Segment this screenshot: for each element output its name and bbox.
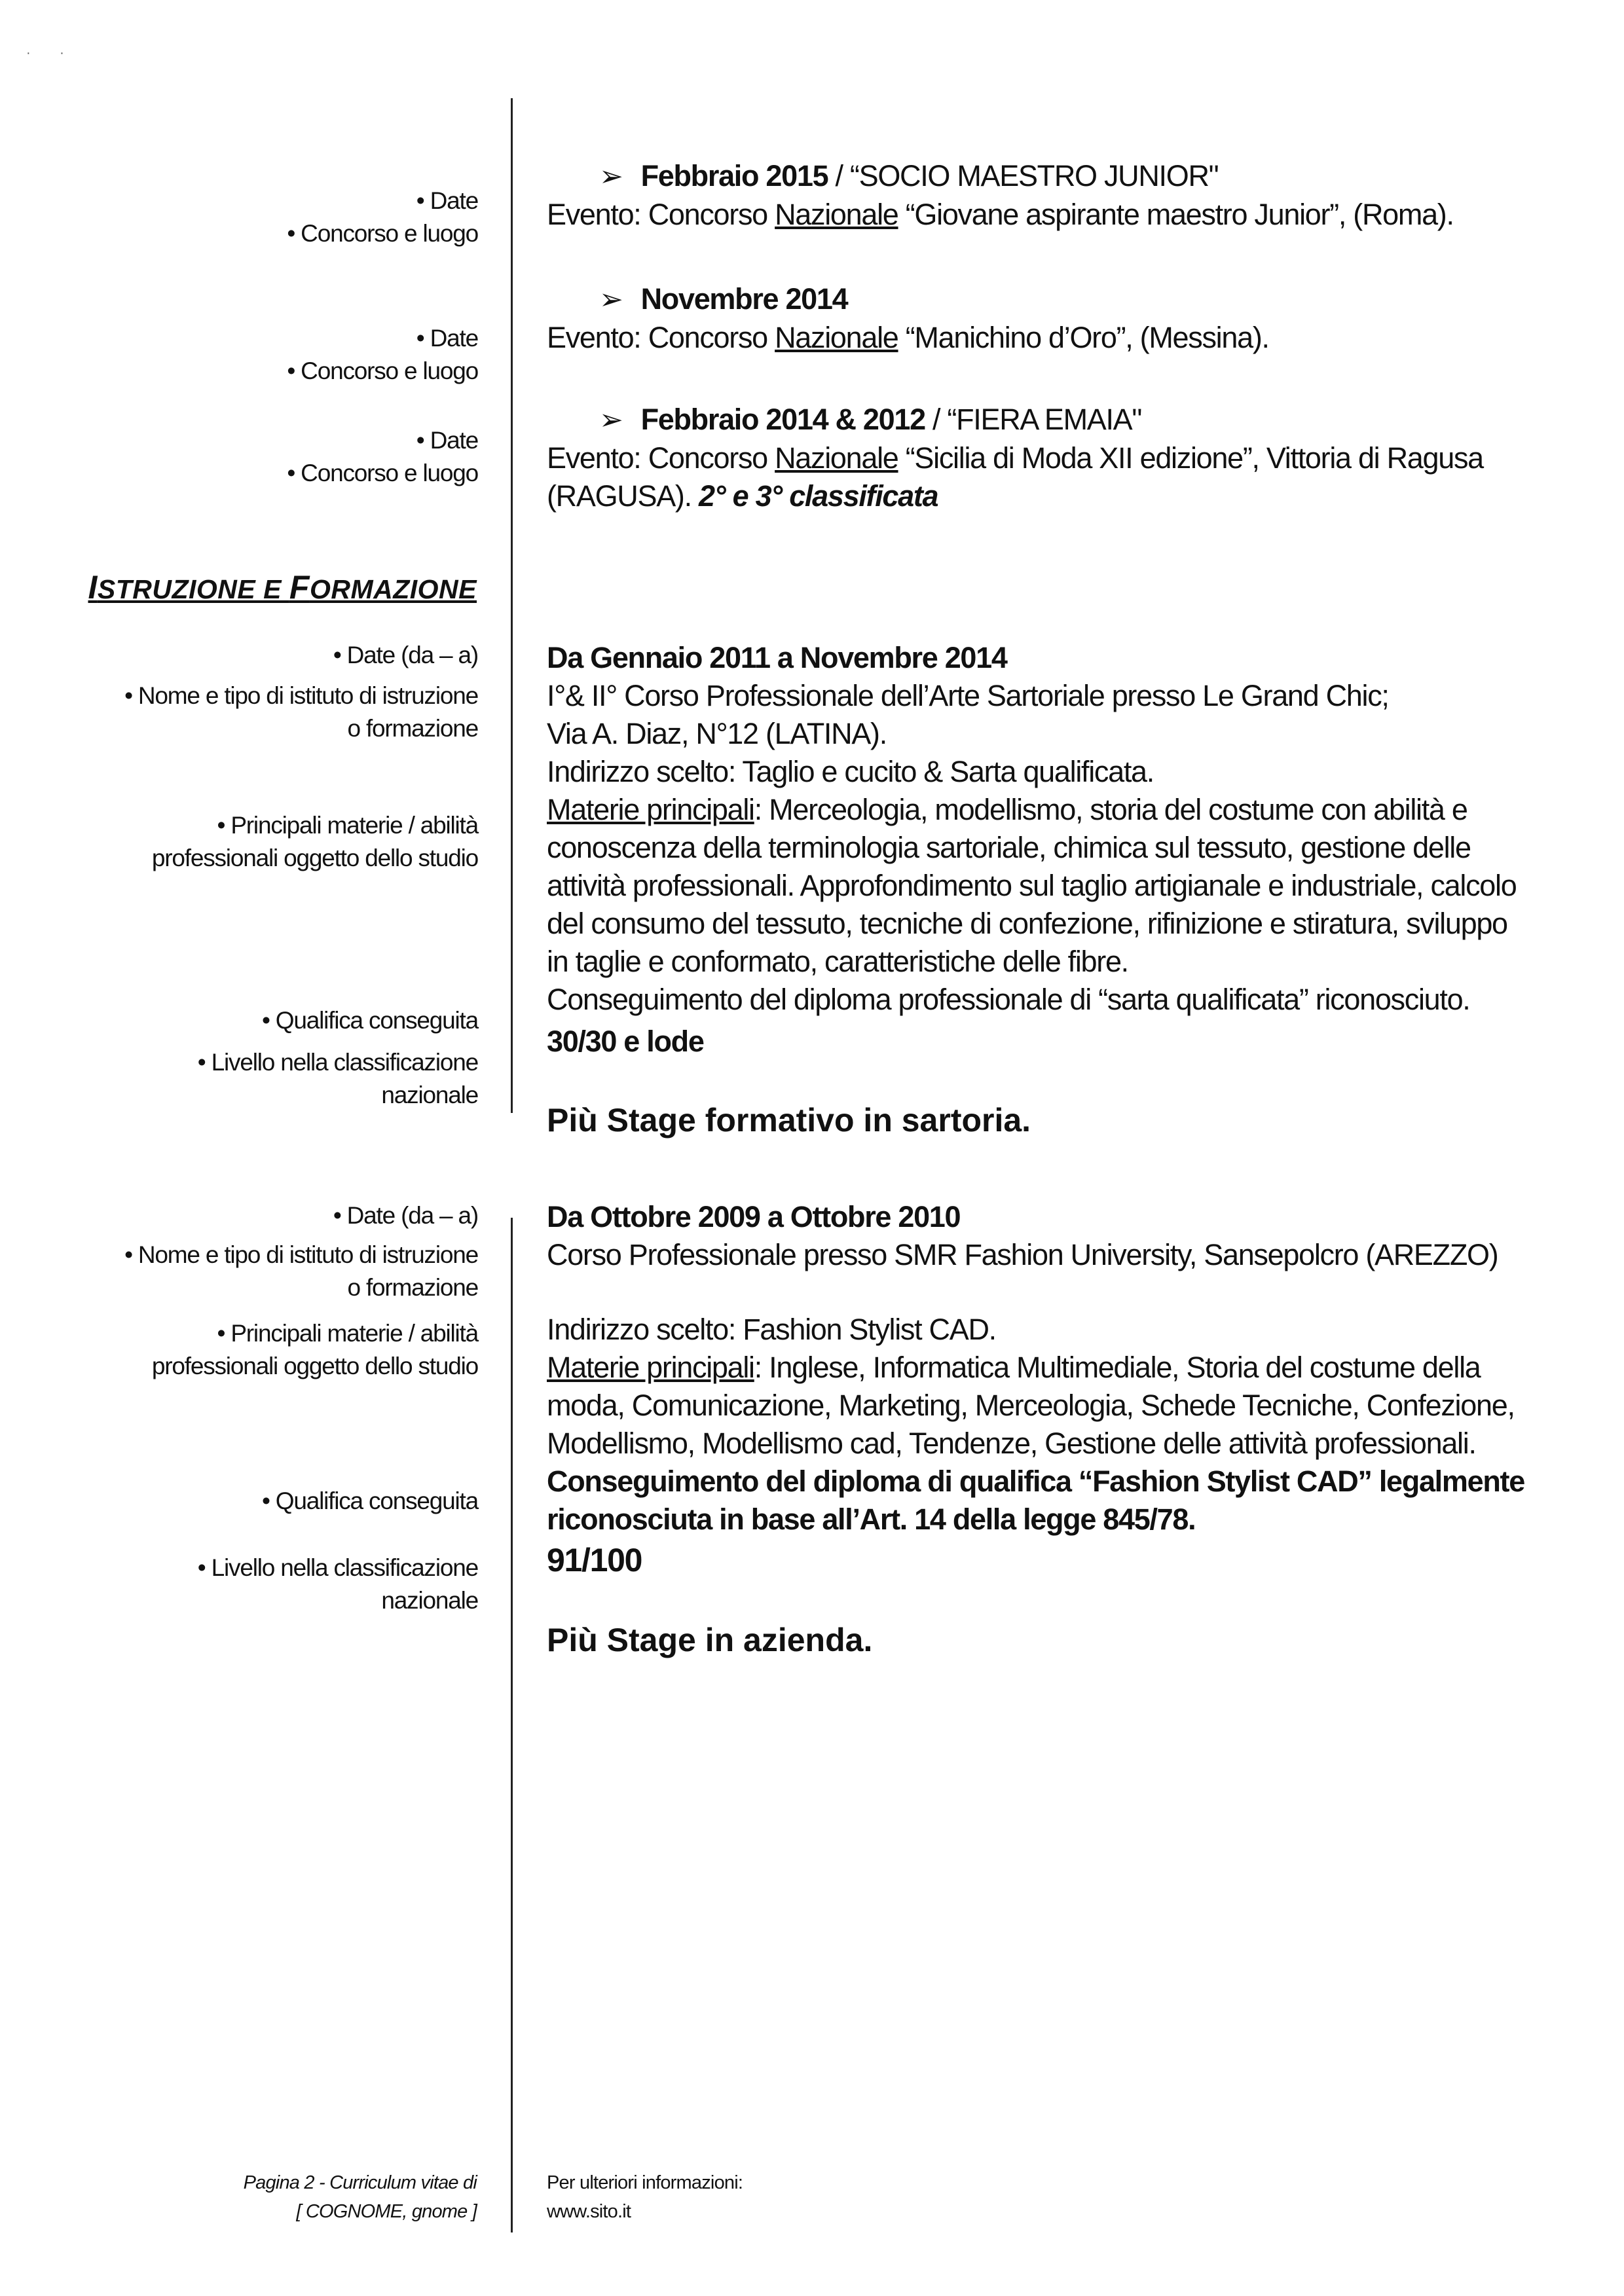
label-nome-istituto-1: • Nome e tipo di istituto di istruzione [124,682,478,709]
event-2: ➢ Novembre 2014 Evento: Concorso Nazionale “Manichino d’Oro”, (Messina). [547,282,1269,354]
label-nome-istituto-2: • Nome e tipo di istituto di istruzione [124,1241,478,1268]
arrow-bullet-icon: ➢ [599,283,623,316]
label-materie-2a: • Principali materie / abilità [217,1320,478,1347]
label-date-da-a-1: • Date (da – a) [333,642,478,668]
label-materie-1b: professionali oggetto dello studio [151,845,478,871]
label-o-formazione-1: o formazione [347,715,478,742]
section-title: ISTRUZIONE E FORMAZIONE [88,569,477,606]
footer-website-link[interactable]: www.sito.it [547,2201,631,2222]
label-qualifica-1: • Qualifica conseguita [261,1007,478,1034]
event-1: ➢ Febbraio 2015 / “SOCIO MAESTRO JUNIOR" Evento: Concorso Nazionale “Giovane aspirante maestro Junior”, (Roma). [547,159,1454,231]
label-livello-2b: nazionale [381,1587,478,1614]
label-livello-1a: • Livello nella classificazione [197,1049,478,1076]
footer-more-info: Per ulteriori informazioni: www.sito.it [547,2168,743,2226]
label-date-1: • Date [416,187,478,214]
edu2-stage: Più Stage in azienda. [547,1622,873,1658]
label-concorso-3: • Concorso e luogo [287,460,478,486]
label-concorso-1: • Concorso e luogo [287,220,478,247]
arrow-bullet-icon: ➢ [599,404,623,436]
edu1-block [547,639,1529,1139]
edu2-materie: Materie principali: Inglese, Informatica Multimediale, Storia del costume della moda, Comunicazione, Marketing, Merceologia, Schede Tecniche, Confezione, Modellismo, Modellismo cad, Tendenze, Gestione delle attività professionali. [547,1351,1515,1460]
edu2-qualifica: Conseguimento del diploma di qualifica “Fashion Stylist CAD” legalmente riconosciuta in base all’Art. 14 della legge 845/78. [547,1465,1524,1536]
edu1-school-1: I°& II° Corso Professionale dell’Arte Sartoriale presso Le Grand Chic; [547,679,1389,712]
edu2-dates: Da Ottobre 2009 a Ottobre 2010 [547,1200,961,1233]
edu2-voto: 91/100 [547,1542,642,1578]
edu1-voto: 30/30 e lode [547,1025,704,1058]
label-date-2: • Date [416,325,478,352]
label-date-da-a-2: • Date (da – a) [333,1202,478,1229]
edu1-dates: Da Gennaio 2011 a Novembre 2014 [547,641,1007,674]
edu1-qualifica: Conseguimento del diploma professionale di “sarta qualificata” riconosciuto. [547,983,1470,1016]
label-concorso-2: • Concorso e luogo [287,357,478,384]
label-livello-2a: • Livello nella classificazione [197,1554,478,1581]
label-livello-1b: nazionale [381,1082,478,1108]
label-materie-1a: • Principali materie / abilità [217,812,478,839]
event-3: ➢ Febbraio 2014 & 2012 / “FIERA EMAIA" Evento: Concorso Nazionale “Sicilia di Moda XII edizione”, Vittoria di Ragusa (RAGUSA). 2° e 3° classificata [547,403,1483,513]
edu1-stage: Più Stage formativo in sartoria. [547,1102,1031,1139]
label-o-formazione-2: o formazione [347,1274,478,1301]
scan-marks: · · [26,46,64,60]
label-materie-2b: professionali oggetto dello studio [151,1353,478,1379]
edu2-indirizzo: Indirizzo scelto: Fashion Stylist CAD. [547,1313,996,1346]
edu2-school: Corso Professionale presso SMR Fashion University, Sansepolcro (AREZZO) [547,1238,1498,1271]
edu1-indirizzo: Indirizzo scelto: Taglio e cucito & Sarta qualificata. [547,755,1154,788]
label-qualifica-2: • Qualifica conseguita [261,1487,478,1514]
label-date-3: • Date [416,427,478,454]
arrow-bullet-icon: ➢ [599,160,623,192]
footer-page-info: Pagina 2 - Curriculum vitae di [ COGNOME, gnome ] [243,2172,477,2222]
edu1-materie: Materie principali: Merceologia, modellismo, storia del costume con abilità e conoscenza della terminologia sartoriale, chimica sul tessuto, gestione delle attività professionali. Approfondimento sul taglio artigianale e industriale, calcolo del consumo del tessuto, tecniche di confezione, rifinizione e stiratura, sviluppo in taglie e conformato, caratteristiche delle fibre. [547,793,1517,978]
edu1-school-2: Via A. Diaz, N°12 (LATINA). [547,717,887,750]
edu2-block [547,1198,1529,1659]
divider-gap [507,1113,517,1218]
